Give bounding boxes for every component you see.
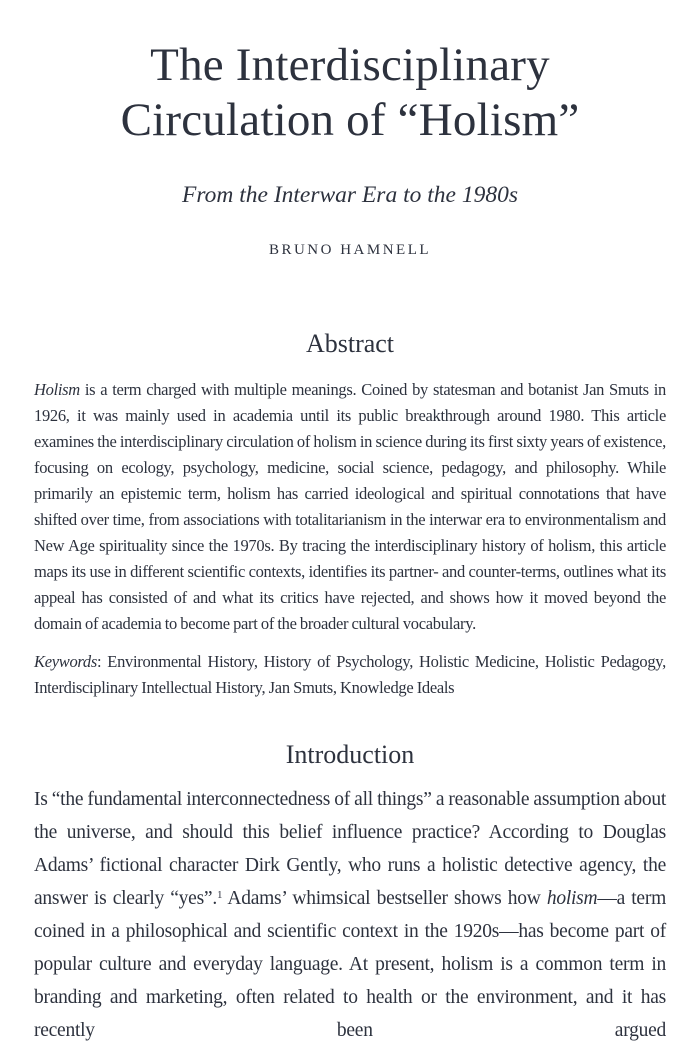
page-title-line1: The Interdisciplinary — [150, 39, 550, 92]
abstract-body-text: is a term charged with multiple meanings. Coined by statesman and botanist Jan Smuts in 1926, it was mainly used in academia until its public breakthrough around 1980. This article examines the interdisciplinary circulation of holism in science during its first sixty years of existence, focusing on ecology, psychology, medicine, social science, pedagogy, and philosophy. While primarily an epistemic term, holism has carried ideological and spiritual connotations that have shifted over time, from associations with totalitarianism in the interwar era to environmentalism and New Age spirituality since the 1970s. By tracing the interdisciplinary history of holism, this article maps its use in different scientific contexts, identifies its partner- and counter-terms, outlines what its appeal has consisted of and what its critics have rejected, and shows how it moved beyond the domain of academia to become part of the broader cultural vocabulary. — [34, 379, 666, 633]
keywords-paragraph — [34, 649, 666, 701]
abstract-paragraph — [34, 377, 666, 637]
introduction-heading: Introduction — [285, 739, 415, 769]
footnote-marker-1: 1 — [216, 888, 223, 901]
introduction-paragraph — [34, 783, 666, 1047]
introduction-text-tail: —a term coined in a philosophical and scientific context in the 1920s—has become part of popular culture and everyday language. At present, holism is a common term in branding and marketing, often related to health or the environment, and it has recently been argued — [34, 887, 666, 1041]
introduction-text-before-footnote: Is “the fundamental interconnectedness of all things” a reasonable assumption about the universe, and should this belief influence practice? According to Douglas Adams’ fictional character Dirk Gently, who runs a holistic detective agency, the answer is clearly “yes”. — [34, 788, 666, 909]
introduction-text-between: Adams’ whimsical bestseller shows how — [222, 887, 547, 909]
keywords-label: Keywords — [34, 651, 97, 671]
page-title — [34, 38, 666, 148]
author-name: BRUNO HAMNELL — [268, 241, 432, 258]
page-title-line2: Circulation of “Holism” — [120, 94, 580, 147]
abstract-heading: Abstract — [305, 328, 395, 358]
abstract-lead-term: Holism — [34, 379, 80, 399]
introduction-italic-term: holism — [546, 887, 598, 909]
keywords-list: : Environmental History, History of Psychology, Holistic Medicine, Holistic Pedagogy, Interdisciplinary Intellectual History, Jan Smuts, Knowledge Ideals — [34, 651, 666, 697]
page-subtitle: From the Interwar Era to the 1980s — [182, 181, 518, 208]
